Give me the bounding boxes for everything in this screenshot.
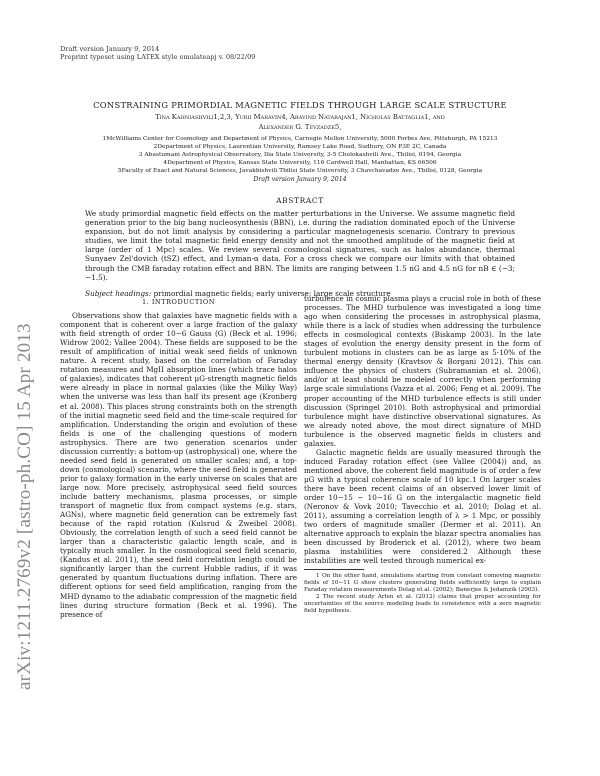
preprint-style-line: Preprint typeset using LATEX style emulateapj v. 08/22/09: [60, 53, 256, 62]
draft-date: Draft version January 9, 2014: [253, 176, 347, 183]
draft-version-line: Draft version January 9, 2014: [60, 45, 160, 53]
introduction-paragraph-1: Observations show that galaxies have magnetic fields with a component that is coherent over a large fraction of the galaxy with field strength of order 10−6 Gauss (G) (Beck et al. 1996; Widrow 2002; Vallee 2004). These fields are supposed to be the result of amplification of initial weak seed fields of unknown nature. A recent study, based on the correlation of Faraday rotation measures and MgII absorption lines (which trace halos of galaxies), indicates that coherent μG-strength magnetic fields were already in place in normal galaxies (like the Milky Way) when the universe was less than half its present age (Kronberg et al. 2008). This places strong constraints both on the strength of the initial magnetic seed field and the time-scale required for amplification. Understanding the origin and evolution of these fields is one of the challenging questions of modern astrophysics. There are two generation scenarios under discussion currently: a bottom-up (astrophysical) one, where the needed seed field is generated on smaller scales; and, a top-down (cosmological) scenario, where the seed field is generated prior to galaxy formation in the early universe on scales that are large now. More precisely, astrophysical seed field sources include battery mechanisms, plasma processes, or simple transport of magnetic flux from compact systems (e.g. stars, AGNs), where magnetic field generation can be extremely fast because of the rapid rotation (Kulsrud & Zweibel 2008). Obviously, the correlation length of such a seed field cannot be larger than a characteristic galactic length scale, and is typically much smaller. In the cosmological seed field scenario, (Kandus et al. 2011), the seed field correlation length could be significantly larger than the current Hubble radius, if it was generated by quantum fluctuations during inflation. There are different options for seed field amplification, ranging from the MHD dynamo to the adiabatic compression of the magnetic field lines during structure formation (Beck et al. 1996). The presence of: [60, 311, 297, 619]
introduction-paragraph-2: turbulence in cosmic plasma plays a crucial role in both of these processes. The MHD turbulence was investigated a long time ago when considering the processes in astrophysical plasma, while there is a lack of studies when addressing the turbulence effects in cosmological contexts (Biskamp 2003). In the late stages of evolution the energy density present in the form of turbulent motions in clusters can be as large as 5-10% of the thermal energy density (Kravtsov & Borgani 2012). This can influence the physics of clusters (Subramanian et al. 2006), and/or at least should be modeled correctly when performing large scale simulations (Vazza et al. 2006; Feng et al. 2009). The proper accounting of the MHD turbulence effects is still under discussion (Springel 2010). Both astrophysical and primordial turbulence might have distinctive observational signatures. As we already noted above, the most direct signature of MHD turbulence is the observed magnetic fields in clusters and galaxies.: [304, 294, 541, 448]
abstract-heading: ABSTRACT: [276, 196, 324, 205]
footnote-2: 2 The recent study Arlen et al. (2012) claims that proper accounting for uncertainties of the source modeling leads to consistence with a zero magnetic field hypothesis.: [304, 594, 541, 614]
author-list: [60, 113, 540, 132]
abstract-body: We study primordial magnetic field effects on the matter perturbations in the Universe. We assume magnetic field generation prior to the big bang nucleosynthesis (BBN), i.e. during the radiation dominated epoch of the Universe expansion, but do not limit analysis by considering a particular magnetogenesis scenario. Contrary to previous studies, we limit the total magnetic field energy density and not the smoothed amplitude of the magnetic field at large (order of 1 Mpc) scales. We review several cosmological signatures, such as halos abundance, thermal Sunyaev Zel'dovich (tSZ) effect, and Lyman-α data. For a cross check we compare our limits with that obtained through the CMB faraday rotation effect and BBN. The limits are ranging between 1.5 nG and 4.5 nG for nB ∈ (−3; −1.5).: [85, 209, 515, 282]
arxiv-identifier: arXiv:1211.2769v2 [astro-ph.CO] 15 Apr 2013: [14, 323, 35, 690]
left-column: [60, 294, 297, 619]
subject-headings-label: Subject headings:: [85, 289, 152, 298]
footnote-divider: [304, 569, 364, 570]
author-line-2: Alexander G. Tevzadze5,: [258, 122, 342, 131]
affiliation-2: 2Department of Physics, Laurentian University, Ramsey Lake Road, Sudbury, ON P3E 2C, Canada: [153, 143, 447, 150]
affiliation-5: 5Faculty of Exact and Natural Sciences, Javakhishvili Tbilisi State University, 3 Chavchavadze Ave., Tbilisi, 0128, Georgia: [117, 167, 483, 174]
right-column: [304, 294, 541, 615]
subject-headings-text: primordial magnetic fields; early universe; large scale structure: [153, 289, 391, 298]
introduction-paragraph-3: Galactic magnetic fields are usually measured through the induced Faraday rotation effect (see Vallee (2004)) and, as mentioned above, the coherent field magnitude is of order a few μG with a typical coherence scale of 10 kpc.1 On larger scales there have been recent claims of an observed lower limit of order 10−15 − 10−16 G on the intergalactic magnetic field (Neronov & Vovk 2010; Tavecchio et al. 2010; Dolag et al. 2011), assuming a correlation length of λ > 1 Mpc, or possibly two orders of magnitude smaller (Dermer et al. 2011). An alternative approach to explain the blazar spectra anomalies has been discussed by Broderick et al. (2012), where two beam plasma instabilities were considered.2 Although these instabilities are well tested through numerical ex-: [304, 447, 541, 566]
paper-title: CONSTRAINING PRIMORDIAL MAGNETIC FIELDS THROUGH LARGE SCALE STRUCTURE: [93, 100, 507, 110]
affiliation-3: 3 Abastumani Astrophysical Observatory, Ilia State University, 3-5 Cholokashvili Ave., Tbilisi, 0194, Georgia: [138, 151, 462, 158]
affiliation-list: [60, 136, 540, 176]
preprint-header: [60, 45, 360, 62]
author-line-1: Tina Kahniashvili1,2,3, Yurii Maravin4, Aravind Natarajan1, Nicholas Battaglia1, and: [155, 113, 445, 121]
affiliation-1: 1McWilliams Center for Cosmology and Department of Physics, Carnegie Mellon University, 5000 Forbes Ave, Pittsburgh, PA 15213: [102, 136, 498, 142]
affiliation-4: 4Department of Physics, Kansas State University, 116 Cardwell Hall, Manhattan, KS 66506: [163, 159, 437, 166]
footnote-1: 1 On the other hand, simulations starting from constant comoving magnetic fields of 10−11 G show clusters generating fields sufficiently large to explain Faraday rotation measurements Dolag et al. (2002); Banerjee & Jedamzik (2003).: [304, 573, 541, 594]
introduction-heading: 1. INTRODUCTION: [141, 298, 216, 306]
